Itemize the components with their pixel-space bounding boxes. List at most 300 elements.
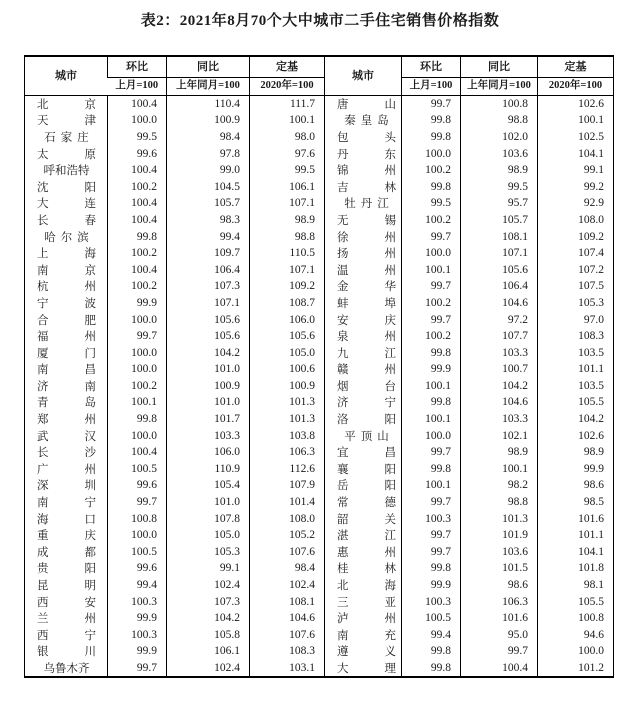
mom-cell: 100.4: [108, 212, 167, 229]
city-cell: [25, 162, 108, 179]
mom-cell: 100.1: [402, 477, 461, 494]
city-cell: [325, 95, 402, 112]
table-body: [25, 95, 614, 677]
city-name: 韶关: [337, 513, 396, 526]
city-name: 西宁: [37, 629, 96, 642]
table-title: 表2：2021年8月70个大中城市二手住宅销售价格指数: [140, 13, 500, 29]
city-name: 杭州: [37, 281, 96, 294]
city-cell: [325, 444, 402, 461]
yoy-cell: 107.1: [461, 245, 538, 262]
city-name: 西安: [37, 596, 96, 609]
city-cell: [325, 162, 402, 179]
city-name: 金华: [337, 281, 396, 294]
fixed-cell: 105.5: [538, 593, 614, 610]
yoy-cell: 103.3: [461, 411, 538, 428]
fixed-cell: 99.5: [250, 162, 325, 179]
mom-cell: 100.5: [402, 610, 461, 627]
fixed-cell: 101.8: [538, 560, 614, 577]
mom-cell: 99.7: [402, 95, 461, 112]
city-name: 太原: [37, 148, 96, 161]
header-mom-right: 环比: [402, 56, 461, 77]
yoy-cell: 100.9: [167, 378, 250, 395]
table-row: [25, 95, 614, 112]
city-cell: [25, 577, 108, 594]
fixed-cell: 105.0: [250, 344, 325, 361]
fixed-cell: 109.2: [538, 228, 614, 245]
yoy-cell: 97.2: [461, 311, 538, 328]
city-cell: [25, 245, 108, 262]
mom-cell: 100.1: [402, 261, 461, 278]
table-row: [25, 394, 614, 411]
city-cell: [325, 643, 402, 660]
yoy-cell: 99.5: [461, 178, 538, 195]
table-row: [25, 577, 614, 594]
fixed-cell: 98.4: [250, 560, 325, 577]
city-name: 南充: [337, 629, 396, 642]
city-name: 烟台: [337, 380, 396, 393]
yoy-cell: 98.2: [461, 477, 538, 494]
yoy-cell: 97.8: [167, 145, 250, 162]
price-index-table: [24, 55, 614, 678]
city-cell: [325, 560, 402, 577]
fixed-cell: 100.6: [250, 361, 325, 378]
city-cell: [25, 610, 108, 627]
city-name: 南京: [37, 264, 96, 277]
yoy-cell: 102.4: [167, 577, 250, 594]
mom-cell: 100.0: [402, 245, 461, 262]
yoy-cell: 98.8: [461, 112, 538, 129]
mom-cell: 100.4: [108, 162, 167, 179]
mom-cell: 99.6: [108, 145, 167, 162]
city-cell: [25, 378, 108, 395]
fixed-cell: 111.7: [250, 95, 325, 112]
city-name: 安庆: [337, 314, 396, 327]
mom-cell: 100.5: [108, 461, 167, 478]
mom-cell: 99.7: [402, 278, 461, 295]
mom-cell: 99.8: [402, 178, 461, 195]
fixed-cell: 107.2: [538, 261, 614, 278]
city-name: 北海: [337, 580, 396, 593]
city-cell: [325, 411, 402, 428]
table-row: [25, 461, 614, 478]
fixed-cell: 98.9: [250, 212, 325, 229]
yoy-cell: 109.7: [167, 245, 250, 262]
mom-cell: 99.8: [402, 112, 461, 129]
mom-cell: 100.0: [108, 361, 167, 378]
city-cell: [25, 660, 108, 678]
city-cell: [25, 394, 108, 411]
city-name: 唐山: [337, 98, 396, 111]
city-cell: [325, 295, 402, 312]
fixed-cell: 99.9: [538, 461, 614, 478]
fixed-cell: 101.4: [250, 494, 325, 511]
yoy-cell: 103.6: [461, 145, 538, 162]
city-cell: [25, 627, 108, 644]
fixed-cell: 106.1: [250, 178, 325, 195]
city-name: 洛阳: [337, 414, 396, 427]
city-cell: [325, 278, 402, 295]
yoy-cell: 101.0: [167, 361, 250, 378]
city-cell: [325, 378, 402, 395]
city-name: 南昌: [37, 364, 96, 377]
city-cell: [325, 627, 402, 644]
table-row: [25, 344, 614, 361]
yoy-cell: 105.7: [461, 212, 538, 229]
fixed-cell: 109.2: [250, 278, 325, 295]
mom-cell: 99.7: [402, 444, 461, 461]
fixed-cell: 100.1: [250, 112, 325, 129]
yoy-cell: 101.3: [461, 510, 538, 527]
city-cell: [25, 195, 108, 212]
table-row: [25, 378, 614, 395]
mom-cell: 100.1: [402, 411, 461, 428]
city-name: 徐州: [337, 231, 396, 244]
yoy-cell: 103.3: [461, 344, 538, 361]
yoy-cell: 99.7: [461, 643, 538, 660]
city-name: 泸州: [337, 613, 396, 626]
fixed-cell: 108.3: [250, 643, 325, 660]
city-name: 岳阳: [337, 480, 396, 493]
table-row: [25, 593, 614, 610]
city-cell: [25, 344, 108, 361]
header-mom-base-left: 上月=100: [115, 80, 159, 92]
city-cell: [25, 427, 108, 444]
yoy-cell: 107.7: [461, 328, 538, 345]
mom-cell: 100.2: [108, 378, 167, 395]
city-cell: [25, 527, 108, 544]
city-cell: [25, 361, 108, 378]
city-name: 济南: [37, 380, 96, 393]
header-fixed-right: 定基: [538, 56, 614, 77]
city-name: 泉州: [337, 331, 396, 344]
fixed-cell: 101.6: [538, 510, 614, 527]
mom-cell: 99.9: [402, 577, 461, 594]
mom-cell: 99.7: [402, 494, 461, 511]
fixed-cell: 108.7: [250, 295, 325, 312]
mom-cell: 100.4: [108, 95, 167, 112]
yoy-cell: 103.3: [167, 427, 250, 444]
yoy-cell: 105.6: [167, 328, 250, 345]
table-row: [25, 195, 614, 212]
city-cell: [25, 461, 108, 478]
table-row: [25, 610, 614, 627]
fixed-cell: 107.1: [250, 261, 325, 278]
mom-cell: 100.3: [402, 510, 461, 527]
city-name: 昆明: [37, 580, 96, 593]
fixed-cell: 106.0: [250, 311, 325, 328]
mom-cell: 99.7: [108, 328, 167, 345]
city-name: 海口: [37, 513, 96, 526]
table-header: [25, 56, 614, 95]
city-name: 宁波: [37, 297, 96, 310]
mom-cell: 99.8: [402, 461, 461, 478]
city-name: 沈阳: [37, 181, 96, 194]
fixed-cell: 108.1: [250, 593, 325, 610]
fixed-cell: 107.1: [250, 195, 325, 212]
city-name: 重庆: [37, 530, 96, 543]
mom-cell: 99.6: [108, 477, 167, 494]
yoy-cell: 101.9: [461, 527, 538, 544]
fixed-cell: 102.6: [538, 427, 614, 444]
city-cell: [25, 328, 108, 345]
mom-cell: 99.6: [108, 560, 167, 577]
yoy-cell: 98.6: [461, 577, 538, 594]
city-name: 大理: [337, 662, 396, 675]
fixed-cell: 110.5: [250, 245, 325, 262]
city-name: 成都: [37, 546, 96, 559]
fixed-cell: 104.2: [538, 411, 614, 428]
city-cell: [325, 593, 402, 610]
fixed-cell: 105.5: [538, 394, 614, 411]
city-name: 宜昌: [337, 447, 396, 460]
city-cell: [325, 610, 402, 627]
yoy-cell: 101.5: [461, 560, 538, 577]
city-name: 石家庄: [44, 131, 94, 144]
city-cell: [25, 593, 108, 610]
yoy-cell: 106.0: [167, 444, 250, 461]
header-yoy-base-left: 上年同月=100: [167, 77, 250, 95]
yoy-cell: 101.0: [167, 494, 250, 511]
city-cell: [25, 145, 108, 162]
city-cell: [25, 278, 108, 295]
city-cell: [25, 311, 108, 328]
yoy-cell: 107.8: [167, 510, 250, 527]
yoy-cell: 100.7: [461, 361, 538, 378]
city-cell: [25, 295, 108, 312]
mom-cell: 100.4: [108, 444, 167, 461]
fixed-cell: 105.2: [250, 527, 325, 544]
fixed-cell: 103.1: [250, 660, 325, 678]
city-name: 湛江: [337, 530, 396, 543]
header-city-left: 城市: [55, 69, 77, 82]
yoy-cell: 104.2: [167, 344, 250, 361]
table-row: [25, 527, 614, 544]
table-row: [25, 261, 614, 278]
table-row: [25, 544, 614, 561]
fixed-cell: 97.0: [538, 311, 614, 328]
fixed-cell: 107.9: [250, 477, 325, 494]
yoy-cell: 107.3: [167, 278, 250, 295]
table-row: [25, 494, 614, 511]
fixed-cell: 104.6: [250, 610, 325, 627]
fixed-cell: 103.5: [538, 378, 614, 395]
fixed-cell: 92.9: [538, 195, 614, 212]
fixed-cell: 102.4: [250, 577, 325, 594]
yoy-cell: 104.2: [167, 610, 250, 627]
table-row: [25, 129, 614, 146]
table-row: [25, 212, 614, 229]
header-fixed-base-right: 2020年=100: [538, 77, 614, 95]
yoy-cell: 101.6: [461, 610, 538, 627]
yoy-cell: 95.0: [461, 627, 538, 644]
fixed-cell: 107.6: [250, 544, 325, 561]
table-row: [25, 627, 614, 644]
mom-cell: 100.2: [402, 295, 461, 312]
city-name: 包头: [337, 131, 396, 144]
city-cell: [25, 95, 108, 112]
mom-cell: 100.2: [108, 178, 167, 195]
table-row: [25, 411, 614, 428]
fixed-cell: 94.6: [538, 627, 614, 644]
mom-cell: 99.8: [402, 643, 461, 660]
city-name: 天津: [37, 115, 96, 128]
city-name: 惠州: [337, 546, 396, 559]
city-name: 深圳: [37, 480, 96, 493]
city-cell: [25, 129, 108, 146]
city-name: 北京: [37, 98, 96, 111]
mom-cell: 99.8: [402, 560, 461, 577]
table-row: [25, 444, 614, 461]
header-fixed-base-left: 2020年=100: [250, 77, 325, 95]
city-name: 南宁: [37, 497, 96, 510]
yoy-cell: 106.1: [167, 643, 250, 660]
city-name: 丹东: [337, 148, 396, 161]
city-cell: [25, 112, 108, 129]
city-cell: [25, 212, 108, 229]
fixed-cell: 98.1: [538, 577, 614, 594]
yoy-cell: 106.3: [461, 593, 538, 610]
yoy-cell: 107.1: [167, 295, 250, 312]
city-cell: [325, 660, 402, 678]
fixed-cell: 106.3: [250, 444, 325, 461]
city-cell: [325, 577, 402, 594]
mom-cell: 99.7: [402, 311, 461, 328]
fixed-cell: 104.1: [538, 145, 614, 162]
yoy-cell: 108.1: [461, 228, 538, 245]
city-name: 大连: [37, 198, 96, 211]
mom-cell: 100.2: [108, 245, 167, 262]
city-name: 哈尔滨: [44, 231, 94, 244]
mom-cell: 99.8: [402, 344, 461, 361]
city-cell: [325, 129, 402, 146]
city-cell: [325, 494, 402, 511]
yoy-cell: 104.6: [461, 394, 538, 411]
table-row: [25, 510, 614, 527]
city-cell: [325, 427, 402, 444]
city-cell: [325, 461, 402, 478]
city-name: 上海: [37, 248, 96, 261]
yoy-cell: 99.1: [167, 560, 250, 577]
fixed-cell: 108.3: [538, 328, 614, 345]
mom-cell: 100.0: [402, 145, 461, 162]
fixed-cell: 98.0: [250, 129, 325, 146]
city-name: 济宁: [337, 397, 396, 410]
fixed-cell: 108.0: [538, 212, 614, 229]
mom-cell: 99.7: [402, 527, 461, 544]
mom-cell: 100.3: [402, 593, 461, 610]
city-cell: [325, 112, 402, 129]
yoy-cell: 105.6: [461, 261, 538, 278]
mom-cell: 100.2: [402, 162, 461, 179]
fixed-cell: 103.8: [250, 427, 325, 444]
city-cell: [325, 344, 402, 361]
mom-cell: 100.0: [108, 527, 167, 544]
yoy-cell: 105.4: [167, 477, 250, 494]
city-name: 三亚: [337, 596, 396, 609]
mom-cell: 100.0: [108, 344, 167, 361]
yoy-cell: 110.9: [167, 461, 250, 478]
mom-cell: 100.3: [108, 593, 167, 610]
yoy-cell: 106.4: [461, 278, 538, 295]
city-name: 吉林: [337, 181, 396, 194]
mom-cell: 99.8: [402, 394, 461, 411]
city-name: 乌鲁木齐: [43, 662, 90, 675]
city-cell: [25, 560, 108, 577]
table-row: [25, 328, 614, 345]
fixed-cell: 103.5: [538, 344, 614, 361]
city-cell: [325, 261, 402, 278]
city-cell: [25, 643, 108, 660]
mom-cell: 99.5: [402, 195, 461, 212]
fixed-cell: 107.4: [538, 245, 614, 262]
mom-cell: 100.1: [402, 378, 461, 395]
city-name: 广州: [37, 463, 96, 476]
fixed-cell: 104.1: [538, 544, 614, 561]
table-row: [25, 112, 614, 129]
fixed-cell: 98.9: [538, 444, 614, 461]
city-name: 福州: [37, 331, 96, 344]
mom-cell: 100.4: [108, 261, 167, 278]
city-name: 青岛: [37, 397, 96, 410]
yoy-cell: 105.6: [167, 311, 250, 328]
city-name: 武汉: [37, 430, 96, 443]
yoy-cell: 100.8: [461, 95, 538, 112]
table-row: [25, 278, 614, 295]
yoy-cell: 101.7: [167, 411, 250, 428]
city-cell: [25, 411, 108, 428]
city-name: 银川: [37, 646, 96, 659]
city-name: 牡丹江: [344, 198, 394, 211]
yoy-cell: 104.2: [461, 378, 538, 395]
table-row: [25, 295, 614, 312]
mom-cell: 100.2: [402, 212, 461, 229]
table-row: [25, 427, 614, 444]
fixed-cell: 98.8: [250, 228, 325, 245]
city-name: 郑州: [37, 414, 96, 427]
mom-cell: 99.9: [108, 643, 167, 660]
fixed-cell: 101.3: [250, 411, 325, 428]
city-name: 温州: [337, 264, 396, 277]
table-row: [25, 228, 614, 245]
mom-cell: 99.9: [108, 610, 167, 627]
city-name: 平顶山: [344, 430, 394, 443]
city-cell: [325, 178, 402, 195]
city-cell: [325, 394, 402, 411]
fixed-cell: 105.3: [538, 295, 614, 312]
city-name: 无锡: [337, 214, 396, 227]
yoy-cell: 99.4: [167, 228, 250, 245]
mom-cell: 100.8: [108, 510, 167, 527]
yoy-cell: 105.3: [167, 544, 250, 561]
yoy-cell: 102.1: [461, 427, 538, 444]
city-name: 兰州: [37, 613, 96, 626]
mom-cell: 99.8: [108, 411, 167, 428]
city-name: 蚌埠: [337, 297, 396, 310]
city-name: 锦州: [337, 165, 396, 178]
city-cell: [25, 544, 108, 561]
mom-cell: 99.4: [402, 627, 461, 644]
fixed-cell: 98.5: [538, 494, 614, 511]
city-cell: [325, 527, 402, 544]
yoy-cell: 95.7: [461, 195, 538, 212]
yoy-cell: 100.4: [461, 660, 538, 678]
header-yoy-left: 同比: [167, 56, 250, 77]
fixed-cell: 99.1: [538, 162, 614, 179]
city-name: 遵义: [337, 646, 396, 659]
mom-cell: 100.1: [108, 394, 167, 411]
mom-cell: 100.4: [108, 195, 167, 212]
city-cell: [25, 261, 108, 278]
